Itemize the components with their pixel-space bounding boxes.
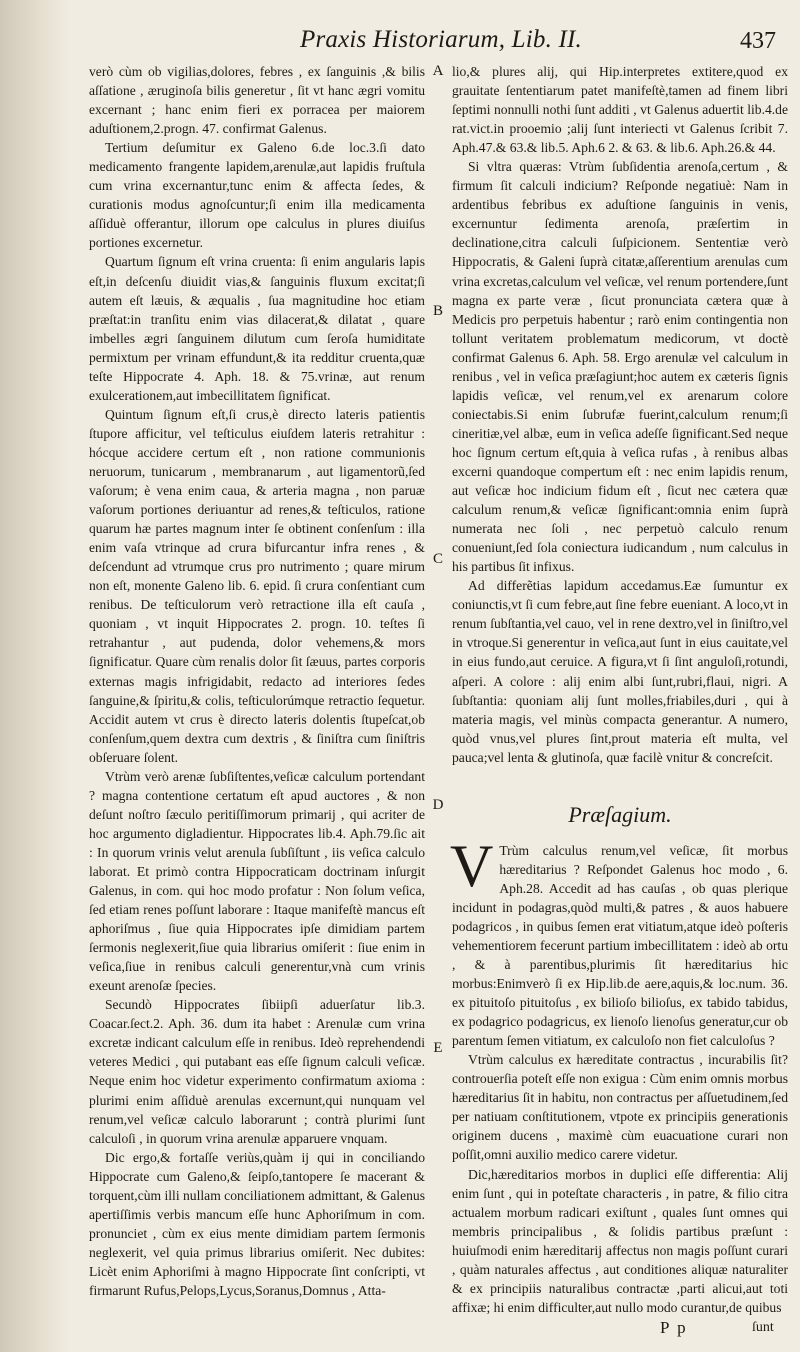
margin-letter-b: B bbox=[432, 303, 443, 319]
paragraph-with-dropcap bbox=[450, 832, 788, 1051]
paragraph: lio,& plures alij, qui Hip.interpretes extitere,quod ex grauitate ſententiarum patet manifeſtè,tamen ad finem libri ſeptimi nonnulli nothi ſunt additi , vt Galenus aduertit lib.4.de rat.vict.in prooemio ;alij ſunt interiecti vt Galenus ſcribit 7. Aph.47.& 63.& lib.5. Aph.6 2. & 63. & lib.6. Aph.26.& 44. bbox=[452, 64, 788, 156]
section-heading: Præſagium. bbox=[568, 801, 672, 827]
paragraph: Vtrùm verò arenæ ſubſiſtentes,veſicæ calculum portendant ? magna contentione certatum eſt apud auctores , & non deſunt noſtro ſæculo peritiſſimorum primarij , qui acriter de hoc argumento digladientur. Hippocrates lib.4. Aph.79.ſic ait : In quorum vrinis velut arenula ſubſiſtunt , iis veſica calculo laborat. Et primò contra Hippocraticam doctrinam inſurgit Galenus, in com. qui hoc modo profatur : Non ſolum veſica, ſed etiam renes poſſunt laborare : Itaque manifeſtè mancus eſt aphoriſmus , ſiue quia Hippocrates ipſe dimidiam partem ſermonis neglexerit,ſiue quia librarius omiſerit : ſiue enim in veſica,ſiue in renibus calculi generentur,vnà cum vrinis exeunt arenoſæ ſpecies. bbox=[89, 768, 425, 994]
paragraph: Dic,hæreditarios morbos in duplici eſſe differentia: Alij enim ſunt , qui in poteſtate characteris , in patre, & filio citra actualem morbum radicari exiſtunt , quales ſunt omnes qui membris principalibus , & ſolidis partibus præſunt : huiuſmodi enim hæreditarij affectus non magis poſſunt curari , quàm naturales affectus , aut conditiones aliquæ naturaliter & ex principiis naturalibus contractæ ,parti alicui,aut toti affixæ; hi enim difficulter,aut nullo modo curantur,de quibus bbox=[452, 1166, 788, 1315]
paragraph: Vtrùm calculus ex hæreditate contractus , incurabilis ſit? controuerſia poteſt eſſe non exigua : Cùm enim omnis morbus hæreditarius ſit in habitu, non contractus per aſſuetudinem,ſed per natiuam conſtitutionem, vtpote ex principiis generationis originem ducens , maximè cùm euacuatione curari non poſſit,omni auxilio medico carere videtur. bbox=[452, 1052, 788, 1163]
catchword: ſunt bbox=[752, 1320, 774, 1335]
page-header bbox=[90, 26, 788, 62]
paragraph: Quintum ſignum eſt,ſi crus,è directo lateris patientis ſtupore afficitur, vel teſticulus eiuſdem lateris retrahitur : hócque accidere certum eſt , non ratione communionis neruorum, tunicarum , membranarum , aut ligamentorũ,ſed vaſorum; è vena enim caua, & arteria magna , non paruæ vaſorum portiones deriuantur ad renes,& teſticulos, ratione quarum hæ partes magnum inter ſe obtinent conſenſum : illa enim vaſa vtrinque ad crura bifurcantur infra renes , & deſcendunt ad vtrumque crus pro nutrimento ; quare mirum non eſt, monente Galeno lib. 6. epid. ſi crura conſentiant cum renibus. De teſticulorum verò retractione illa eſt cauſa , quoniam , vt inquit Hippocrates 2. progn. 10. teſtes ſi retrahantur , aut pudenda, dolor vehemens,& mors ſignificatur. Quare cùm renalis dolor ſit ſæuus, partes corporis externas magis infrigidabit, redacto ad interiores ſedes ſanguine,& ſpiritu,& colis, teſticulorúmque retractio ſequetur. Accidit autem vt crus è directo lateris dolentis ſtupeſcat,ob conſenſum,quem dextra cum dextris , & ſiniſtra cum ſiniſtris obſeruare ſolent. bbox=[89, 406, 425, 765]
running-title: Praxis Historiarum, Lib. II. bbox=[300, 26, 583, 53]
paragraph-text: Trùm calculus renum,vel veſicæ, ſit morbus hæreditarius ? Reſpondet Galenus hoc modo , 6. Aph.28. Accedit ad has cauſas , ob quas plerique incidunt in podagras,quòd multi,& patres , & auos habuere podagricos , in quibus ſemen erat vitiatum,atque ideò poſteris vehementiorem fecerunt partium imbecillitatem : ideò ab ortu , & à parentibus,plurimis ſit hæreditarius hic morbus:Enimverò ſi ex Hip.lib.de aere,aquis,& loc.num. 36. ex pituitoſo pituitoſus , ex bilioſo bilioſus, ex tabido tabidus, ex podagrico podagricus, ex lienoſo lienoſus generatur,cur ob parentum ſemen vitiatum, ex calculoſo non fiet calculoſus ? bbox=[452, 842, 788, 1049]
margin-letter-a: A bbox=[432, 63, 444, 79]
paragraph: Tertium deſumitur ex Galeno 6.de loc.3.ſi dato medicamento frangente lapidem,arenulæ,aut lapidis fruſtula cum vrina excernantur,tunc enim & affecta ſedes, & curationis modus agnoſcuntur;ſi enim illa medicamenta aſſiduè offerantur, illorum ope calculus in plures diuiſus portiones excernetur. bbox=[89, 140, 425, 251]
paragraph: Ad differẽtias lapidum accedamus.Eæ ſumuntur ex coniunctis,vt ſi cum febre,aut ſine febre eueniant. A loco,vt in renum ſubſtantia,vel cauo, vel in rene dextro,vel in ſiniſtro,vel in vtroque.Si generentur in veſica,aut ſunt in eius cauitate,vel in eius fundo,aut ceruice. A figura,vt ſi ſint anguloſi,rotundi, aſperi. A colore : alij enim albi ſunt,rubri,flaui, nigri. A ſubſtantia: quoniam alij ſunt molles,friabiles,duri , qui à materia magis, vel minùs compacta generantur. A numero, quòd vnus,vel plures ſint,prout materia eſt multa, vel pauca;vel lenta & glutinoſa, quæ facilè vnitur & concreſcit. bbox=[452, 578, 788, 765]
paragraph: Quartum ſignum eſt vrina cruenta: ſi enim angularis lapis eſt,in deſcenſu diuidit vias,& ſanguinis fluxum excitat;ſi autem eſt læuis, & æqualis , ſua magnitudine hoc etiam præſtat:in tranſitu enim vias dilacerat,& dilatat , quare imbelles ægri ſanguinem dilutum cum ſeroſa humiditate permixtum per vrinam effundunt,& ita redditur cruenta,quæ teſte Hippocrate 4. Aph. 18. & 75.vrinæ, aut renum exulcerationem,aut imbecillitatem ſignificat. bbox=[89, 254, 425, 403]
paragraph: Dic ergo,& fortaſſe veriùs,quàm ij qui in conciliando Hippocrate cum Galeno,& ſeipſo,tantopere ſe macerant & torquent,cùm illi nullam conciliationem admittant, & Galenus apertiſſimis verbis mancum eſſe hunc Aphoriſmum in com. pronunciet , cùm ex eius mente dimidiam partem ſermonis neglexerit, vel quia primus librarius omiſerit. Nec dubites: Licèt enim Aphoriſmi à magno Hippocrate ſint conſcripti, vt firmarunt Rufus,Pelops,Lycus,Soranus,Domnus , Atta- bbox=[89, 1149, 425, 1298]
paragraph: Si vltra quæras: Vtrùm ſubſidentia arenoſa,certum , & firmum ſit calculi indicium? Reſponde negatiuè: Nam in ardentibus febribus ex aduſtione ſanguinis in venis, excernuntur ſedimenta arenoſa, præſertim in declinatione,citra calculi ſuſpicionem. Sententiæ verò Hippocratis, & Galeni ſuprà citatæ,aſſerentium arenulas cum vrina excretas,calculum vel veſicæ, vel renum portendere,ſunt magna ex parte veræ , ſicut pronunciata cætera quæ à Medicis pro perpetuis habentur ; rarò enim contingentia non tollunt veritatem problematum medicorum, vt doctè confirmat Galenus 6. Aph. 58. Ergo arenulæ vel calculum in renibus , vel in veſica præſagiunt;hoc autem ex cæteris ſignis lapidis veſicæ, vel renum,vel ex arenarum colore coniectabis.Si enim ſubrufæ fuerint,calculum renum;ſi cineritiæ,vel albæ, eum in veſica adeſſe ſignificant.Sed neque hoc ſignum certum eſt,quia à veſica rufas , à renibus albas excerni quandoque compertum eſt : nec enim lapidis renum, aut veſicæ hoc indicium fidum eſt , ſicut nec cætera quæ calculum renum,& veſicæ ſignificant:omnia enim ſuprà numerata nec ſoli , nec perpetuò calculo renum conueniunt,ſed ſola coniectura iudicandum , num calculus in his partibus ſit infixus. bbox=[452, 159, 788, 575]
margin-letter-c: C bbox=[432, 551, 443, 567]
signature-mark: P p bbox=[660, 1318, 688, 1337]
paragraph: Secundò Hippocrates ſibiipſi aduerſatur lib.3. Coacar.ſect.2. Aph. 36. dum ita habet : Arenulæ cum vrina excretæ indicant calculum eſſe in renibus. Ideò reprehendendi veteres Medici , qui putabant eas eſſe ſignum calculi veſicæ. Neque enim hoc videtur experimento confirmatum axioma : plurimi enim aſſiduè arenulas excernunt,qui nunquam vel renum,vel veſicæ calculo laborarunt ; contrà plurimi ſunt calculoſi , in quorum vrina arenulæ apparuere vnquam. bbox=[89, 997, 425, 1146]
page-gutter-shadow bbox=[0, 0, 70, 1352]
margin-letter-e: E bbox=[433, 1040, 443, 1056]
margin-letter-d: D bbox=[432, 797, 444, 813]
drop-cap-letter: V bbox=[450, 832, 494, 899]
paragraph: verò cùm ob vigilias,dolores, febres , ex ſanguinis ,& bilis aſſatione , æruginoſa bilis generetur , ſit vt hanc ægri vomitu excernant ; hanc enim fieri ex porracea per maiorem aduſtionem,2.progn. 47. confirmat Galenus. bbox=[89, 64, 425, 137]
page-number: 437 bbox=[740, 28, 776, 54]
left-column bbox=[89, 62, 425, 1300]
right-column bbox=[452, 62, 788, 1317]
